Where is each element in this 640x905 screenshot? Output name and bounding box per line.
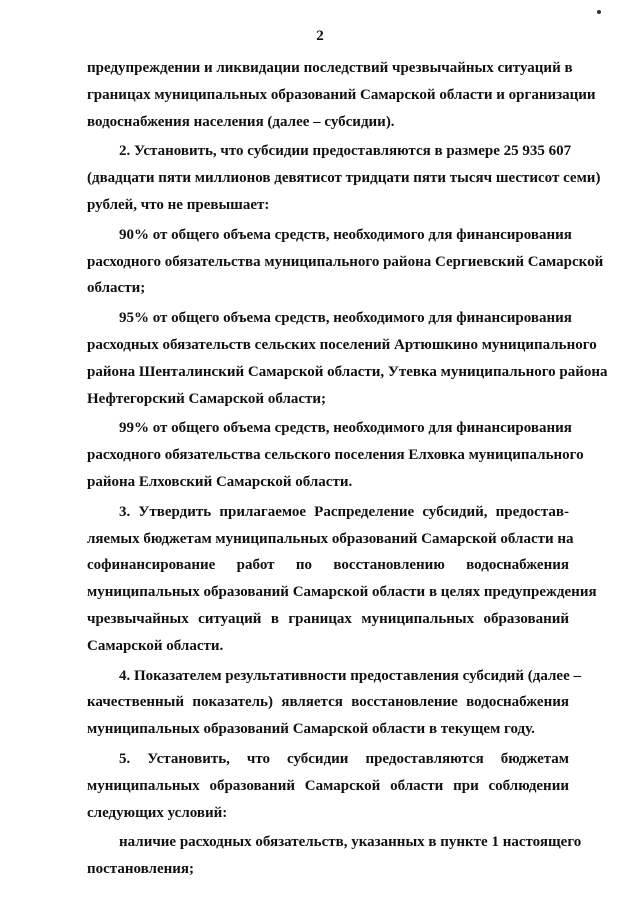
paragraph-intro-continuation xyxy=(87,55,596,135)
text-line: чрезвычайных ситуаций в границах муниципальных образований xyxy=(87,610,569,627)
text-line: Самарской области. xyxy=(87,637,224,654)
text-line: муниципальных образований Самарской области в целях предупреждения xyxy=(87,584,597,601)
text-line: 2. Установить, что субсидии предоставляются в размере 25 935 607 xyxy=(119,143,572,160)
paragraph-item-2-90 xyxy=(87,222,604,302)
text-line: муниципальных образований Самарской области в текущем году. xyxy=(87,721,535,738)
text-line: качественный показатель) является восстановление водоснабжения xyxy=(87,694,569,711)
text-line: рублей, что не превышает: xyxy=(87,196,270,213)
text-line: района Шенталинский Самарской области, Утевка муниципального района xyxy=(87,363,608,380)
text-line: предупреждении и ликвидации последствий чрезвычайных ситуаций в xyxy=(87,60,573,76)
text-line: водоснабжения населения (далее – субсидии). xyxy=(87,113,395,130)
text-line: наличие расходных обязательств, указанных в пункте 1 настоящего xyxy=(119,834,582,851)
text-line: расходного обязательства сельского поселения Елховка муниципального xyxy=(87,447,584,464)
text-line: границах муниципальных образований Самарской области и организации xyxy=(87,86,596,103)
text-line: муниципальных образований Самарской области при соблюдении xyxy=(87,777,569,794)
text-line: следующих условий: xyxy=(87,804,228,821)
page-number: 2 xyxy=(316,28,324,44)
text-line: Нефтегорский Самарской области; xyxy=(87,390,327,407)
text-line: 99% от общего объема средств, необходимого для финансирования xyxy=(119,420,572,437)
text-line: района Елховский Самарской области. xyxy=(87,473,353,490)
paragraph-item-2-95 xyxy=(87,305,608,412)
scan-speck xyxy=(597,10,601,14)
paragraph-item-4 xyxy=(87,663,581,743)
text-line: софинансирование работ по восстановлению водоснабжения xyxy=(87,557,569,574)
text-line: постановления; xyxy=(87,861,194,878)
text-line: 3. Утвердить прилагаемое Распределение субсидий, предостав- xyxy=(119,503,569,520)
text-line: 90% от общего объема средств, необходимого для финансирования xyxy=(119,226,572,243)
text-line: области; xyxy=(87,280,146,297)
paragraph-item-5-condition-1 xyxy=(87,829,582,883)
text-line: ляемых бюджетам муниципальных образований Самарской области на xyxy=(87,530,574,547)
paragraph-item-2-99 xyxy=(87,415,584,495)
text-line: 95% от общего объема средств, необходимого для финансирования xyxy=(119,310,572,327)
paragraph-item-2 xyxy=(87,138,601,218)
text-line: 5. Установить, что субсидии предоставляются бюджетам xyxy=(119,750,569,767)
document-body xyxy=(87,55,608,883)
paragraph-item-3 xyxy=(87,499,597,660)
text-line: расходного обязательства муниципального района Сергиевский Самарской xyxy=(87,253,604,270)
paragraph-item-5 xyxy=(87,746,569,826)
text-line: (двадцати пяти миллионов девятисот тридцати пяти тысяч шестисот семи) xyxy=(87,170,601,187)
text-line: 4. Показателем результативности предоставления субсидий (далее – xyxy=(119,667,581,684)
text-line: расходных обязательств сельских поселений Артюшкино муниципального xyxy=(87,336,597,353)
